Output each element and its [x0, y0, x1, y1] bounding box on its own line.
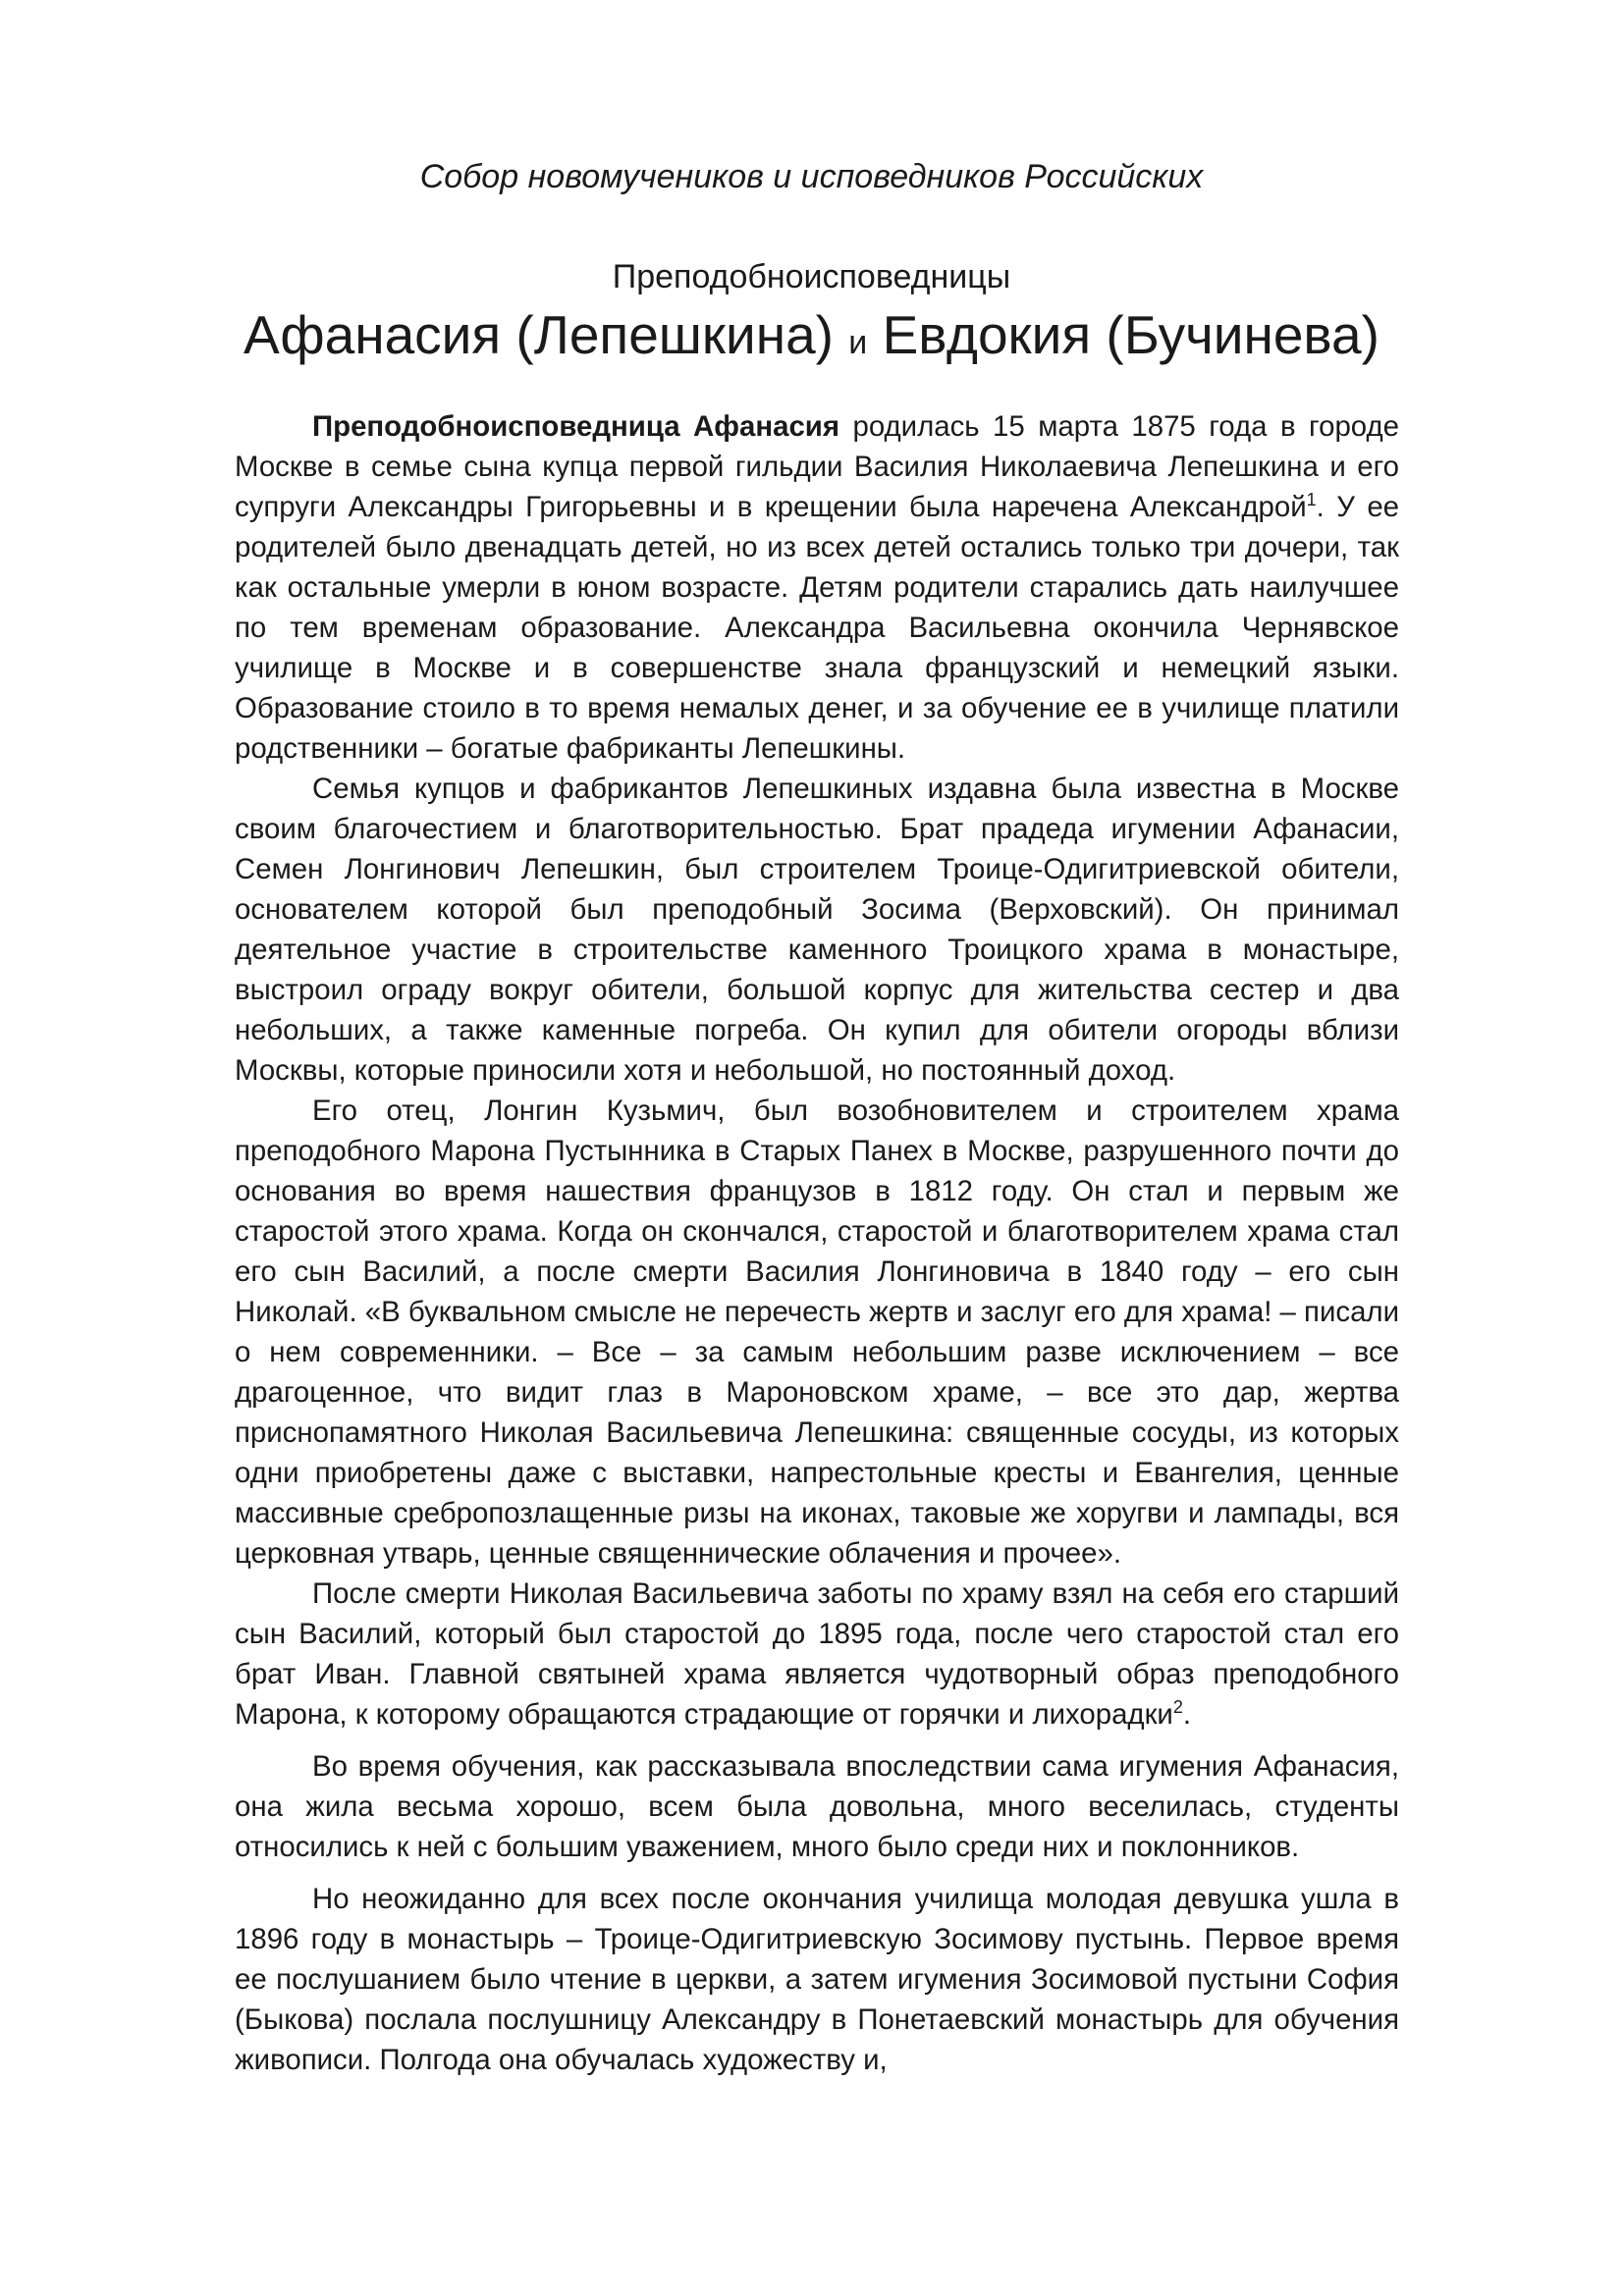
document-title — [0, 300, 1623, 377]
body-text — [235, 406, 1399, 2080]
title-conjunction: и — [848, 324, 868, 361]
paragraph-1-text-a: родилась 15 марта 1875 года в городе Москве в семье сына купца первой гильдии Василия Николаевича Лепешкина и его супруги Александры Григорьевны и в крещении была наречена Александрой — [235, 410, 1399, 523]
paragraph-4-text: После смерти Николая Васильевича заботы по храму взял на себя его старший сын Василий, который был старостой до 1895 года, после чего старостой стал его брат Иван. Главной святыней храма является чудотворный образ преподобного Марона, к которому обращаются страдающие от горячки и лихорадки — [235, 1577, 1399, 1731]
document-subtitle: Преподобноисповедницы — [612, 258, 1011, 295]
paragraph-1-text-b: . У ее родителей было двенадцать детей, но из всех детей остались только три дочери, так как остальные умерли в юном возрасте. Детям родители старались дать наилучшее по тем временам образование. Александра Васильевна окончила Чернявское училище в Москве и в совершенстве знала французский и немецкий языки. Образование стоило в то время немалых денег, и за обучение ее в училище платили родственники – богатые фабриканты Лепешкины. — [235, 491, 1400, 765]
paragraph-5: Во время обучения, как рассказывала впоследствии сама игумения Афанасия, она жила весьма хорошо, всем была довольна, много веселилась, студенты относились к ней с большим уважением, много было среди них и поклонников. — [235, 1750, 1399, 1863]
paragraph-4-end: . — [1182, 1698, 1192, 1731]
paragraph-4 — [235, 1574, 1399, 1735]
series-title: Собор новомучеников и исповедников Российских — [419, 158, 1204, 195]
paragraph-3: Его отец, Лонгин Кузьмич, был возобновителем и строителем храма преподобного Марона Пустынника в Старых Панех в Москве, разрушенного почти до основания во время нашествия французов в 1812 году. Он стал и первым же старостой этого храма. Когда он скончался, старостой и благотворителем храма стал его сын Василий, а после смерти Василия Лонгиновича в 1840 году – его сын Николай. «В буквальном смысле не перечесть жертв и заслуг его для храма! – писали о нем современники. – Все – за самым небольшим разве исключением – все драгоценное, что видит глаз в Мароновском храме, – все это дар, жертва приснопамятного Николая Васильевича Лепешкина: священные сосуды, из которых одни приобретены даже с выставки, напрестольные кресты и Евангелия, ценные массивные сребропозлащенные ризы на иконах, таковые же хоругви и лампады, вся церковная утварь, ценные священнические облачения и прочее». — [235, 1095, 1399, 1570]
paragraph-1 — [235, 406, 1399, 769]
paragraph-6: Но неожиданно для всех после окончания училища молодая девушка ушла в 1896 году в монастырь – Троице-Одигитриевскую Зосимову пустынь. Первое время ее послушанием было чтение в церкви, а затем игумения Зосимовой пустыни София (Быкова) послала послушницу Александру в Понетаевский монастырь для обучения живописи. Полгода она обучалась художеству и, — [235, 1883, 1399, 2076]
footnote-ref-1[interactable]: 1 — [1306, 490, 1317, 510]
paragraph-lead-bold: Преподобноисповедница Афанасия — [312, 410, 840, 443]
footnote-ref-2[interactable]: 2 — [1172, 1697, 1183, 1718]
title-part-1: Афанасия (Лепешкина) — [243, 304, 834, 365]
paragraph-2: Семья купцов и фабрикантов Лепешкиных издавна была известна в Москве своим благочестием и благотворительностью. Брат прадеда игумении Афанасии, Семен Лонгинович Лепешкин, был строителем Троице-Одигитриевской обители, основателем которой был преподобный Зосима (Верховский). Он принимал деятельное участие в строительстве каменного Троицкого храма в монастыре, выстроил ограду вокруг обители, большой корпус для жительства сестер и два небольших, а также каменные погреба. Он купил для обители огороды вблизи Москвы, которые приносили хотя и небольшой, но постоянный доход. — [235, 773, 1399, 1087]
title-part-2: Евдокия (Бучинева) — [882, 304, 1380, 365]
